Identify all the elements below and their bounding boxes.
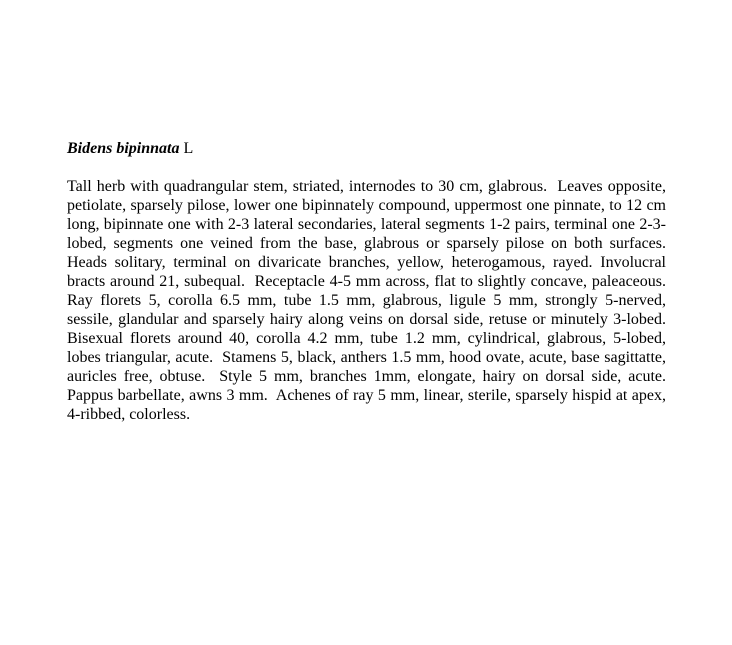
species-authority: L [183,140,194,157]
species-heading [67,139,666,158]
species-description: Tall herb with quadrangular stem, striated, internodes to 30 cm, glabrous. Leaves opposite, petiolate, sparsely pilose, lower one bipinnately compound, uppermost one pinnate, to 12 cm long, bipinnate one with 2-3 lateral secondaries, lateral segments 1-2 pairs, terminal one 2-3-lobed, segments one veined from the base, glabrous or sparsely pilose on both surfaces. Heads solitary, terminal on divaricate branches, yellow, heterogamous, rayed. Involucral bracts around 21, subequal. Receptacle 4-5 mm across, flat to slightly concave, paleaceous. Ray florets 5, corolla 6.5 mm, tube 1.5 mm, glabrous, ligule 5 mm, strongly 5-nerved, sessile, glandular and sparsely hairy along veins on dorsal side, retuse or minutely 3-lobed. Bisexual florets around 40, corolla 4.2 mm, tube 1.2 mm, cylindrical, glabrous, 5-lobed, lobes triangular, acute. Stamens 5, black, anthers 1.5 mm, hood ovate, acute, base sagittatte, auricles free, obtuse. Style 5 mm, branches 1mm, elongate, hairy on dorsal side, acute. Pappus barbellate, awns 3 mm. Achenes of ray 5 mm, linear, sterile, sparsely hispid at apex, 4-ribbed, colorless. [67,178,674,423]
species-name: Bidens bipinnata [67,140,180,157]
species-entry [67,139,674,424]
